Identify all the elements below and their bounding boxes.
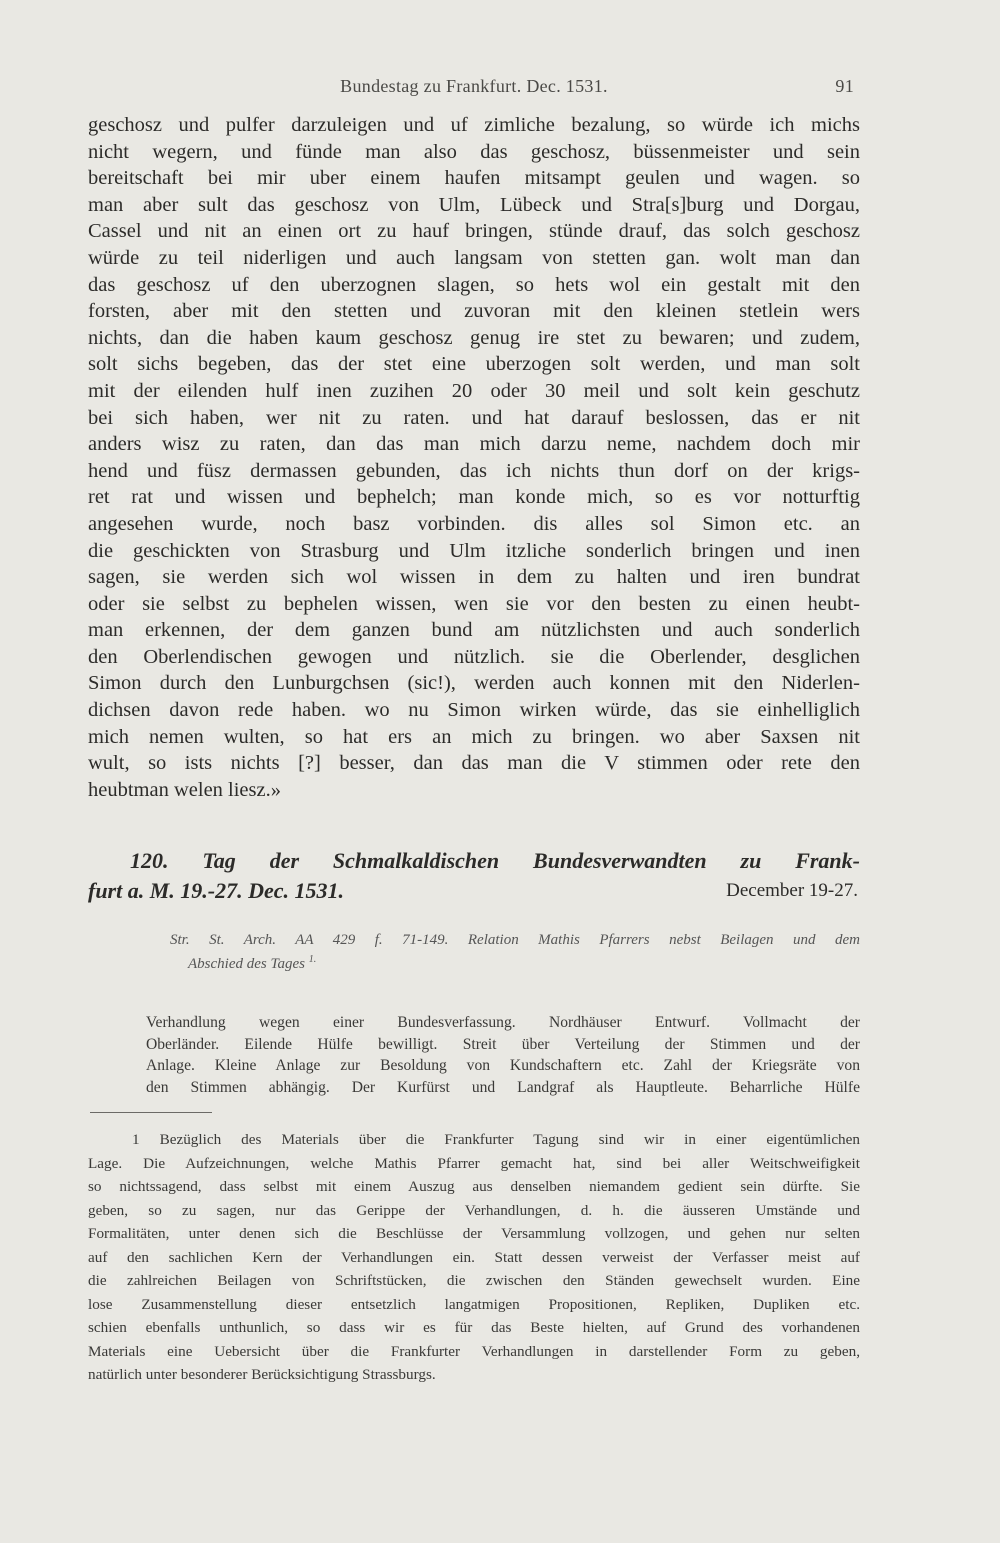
body-line: forsten, aber mit den stetten und zuvoran mit den kleinen stetlein wers [88,300,860,323]
footnote-line: geben, so zu sagen, nur das Gerippe der Verhandlungen, d. h. die äusseren Umstände und [88,1201,860,1219]
footnote-reference: 1. [308,954,317,965]
running-header [88,76,860,106]
source-line-1: Str. St. Arch. AA 429 f. 71-149. Relation Mathis Pfarrers nebst Beilagen und dem [170,932,860,948]
body-line: man erkennen, der dem ganzen bund am nützlichsten und auch sonderlich [88,619,860,642]
body-line: bereitschaft bei mir uber einem haufen mitsampt geulen und wagen. so [88,167,860,190]
footnote-line: Materials eine Uebersicht über die Frankfurter Verhandlungen in darstellender Form zu geben, [88,1342,860,1360]
body-line: bei sich haben, wer nit zu raten. und hat darauf beslossen, das er nit [88,406,860,429]
source-line-2-text: Abschied des Tages [188,956,305,972]
body-line: heubtman welen liesz.» [88,778,281,801]
footnote-line: natürlich unter besonderer Berücksichtigung Strassburgs. [88,1366,436,1383]
body-line: wult, so ists nichts [?] besser, dan das man die V stimmen oder rete den [88,752,860,775]
summary-line: Verhandlung wegen einer Bundesverfassung. Nordhäuser Entwurf. Vollmacht der [146,1014,860,1031]
body-line: hend und füsz dermassen gebunden, das ich nichts thun dorf on der krigs- [88,459,860,482]
body-line: nichts, dan die haben kaum geschosz genug ire stet zu bewaren; und zudem, [88,326,860,349]
body-line: würde zu teil niderligen und auch langsam von stetten gan. wolt man dan [88,246,860,269]
body-line: den Oberlendischen gewogen und nützlich. sie die Oberlender, desglichen [88,645,860,668]
source-reference [88,928,860,976]
page-number: 91 [835,76,854,96]
body-line: man aber sult das geschosz von Ulm, Lübeck und Stra[s]burg und Dorgau, [88,193,860,216]
footnote-line: schien ebenfalls unthunlich, so dass wir es für das Beste hielten, auf Grund des vorhandenen [88,1319,860,1336]
body-line: geschosz und pulfer darzuleigen und uf zimliche bezalung, so würde ich michs [88,114,860,136]
document-page [88,0,860,1543]
body-line: die geschickten von Strasburg und Ulm itzliche sonderlich bringen und inen [88,539,860,562]
section-title-line-2-text: furt a. M. 19.-27. Dec. 1531. [88,878,345,903]
body-line: Simon durch den Lunburgchsen (sic!), werden auch konnen mit den Niderlen- [88,672,860,695]
running-title: Bundestag zu Frankfurt. Dec. 1531. [340,76,608,96]
summary-line: Oberländer. Eilende Hülfe bewilligt. Streit über Verteilung der Stimmen und der [146,1035,860,1053]
body-line: Cassel und nit an einen ort zu hauf bringen, stünde drauf, das solch geschosz [88,220,860,243]
section-title-line-1: 120. Tag der Schmalkaldischen Bundesverwandten zu Frank- [130,848,860,873]
body-line: sagen, sie werden sich wol wissen in dem zu halten und iren bundrat [88,566,860,589]
footnote-line: Formalitäten, unter denen sich die Beschlüsse der Versammlung vollzogen, und gehen nur selten [88,1225,860,1242]
footnote-divider [90,1112,212,1113]
body-line: angesehen wurde, noch basz vorbinden. dis alles sol Simon etc. an [88,512,860,535]
body-line: mich nemen wulten, so hat ers an mich zu bringen. wo aber Saxsen nit [88,725,860,748]
section-summary [88,1012,860,1098]
summary-line: den Stimmen abhängig. Der Kurfürst und Landgraf als Hauptleute. Beharrliche Hülfe [146,1078,860,1096]
section-date: December 19-27. [726,880,858,901]
body-line: solt sichs begeben, das der stet eine uberzogen solt werden, und man solt [88,353,860,376]
source-line-2 [88,952,860,976]
footnote-line: auf den sachlichen Kern der Verhandlungen ein. Statt dessen verweist der Verfasser meist auf [88,1248,860,1266]
body-line: anders wisz zu raten, dan das man mich darzu neme, nachdem doch mir [88,433,860,456]
footnote-line: lose Zusammenstellung dieser entsetzlich langatmigen Propositionen, Repliken, Dupliken etc. [88,1295,860,1313]
section-heading [88,846,860,906]
body-text [88,112,860,803]
body-line: nicht wegern, und fünde man also das geschosz, büssenmeister und sein [88,140,860,163]
body-line: oder sie selbst zu bephelen wissen, wen sie vor den besten zu einen heubt- [88,592,860,615]
summary-line: Anlage. Kleine Anlage zur Besoldung von Kundschaftern etc. Zahl der Kriegsräte von [146,1057,860,1075]
footnote-line: 1 Bezüglich des Materials über die Frankfurter Tagung sind wir in einer eigentümlichen [132,1131,860,1148]
body-line: mit der eilenden hulf inen zuzihen 20 oder 30 meil und solt kein geschutz [88,379,860,402]
body-line: ret rat und wissen und bephelch; man konde mich, so es vor notturftig [88,486,860,509]
body-line: das geschosz uf den uberzognen slagen, so hets wol ein gestalt mit den [88,273,860,296]
section-title-line-2 [88,876,860,906]
footnote [88,1128,860,1387]
footnote-line: Lage. Die Aufzeichnungen, welche Mathis Pfarrer gemacht hat, sind bei aller Weitschweifigkeit [88,1154,860,1172]
footnote-line: so nichtssagend, dass selbst mit einem Auszug aus denselben niemandem gedient sein dürfte. Sie [88,1178,860,1195]
footnote-line: die zahlreichen Beilagen von Schriftstücken, die zwischen den Ständen gewechselt wurden. Eine [88,1272,860,1289]
body-line: dichsen davon rede haben. wo nu Simon wirken würde, das sie einhelliglich [88,699,860,722]
